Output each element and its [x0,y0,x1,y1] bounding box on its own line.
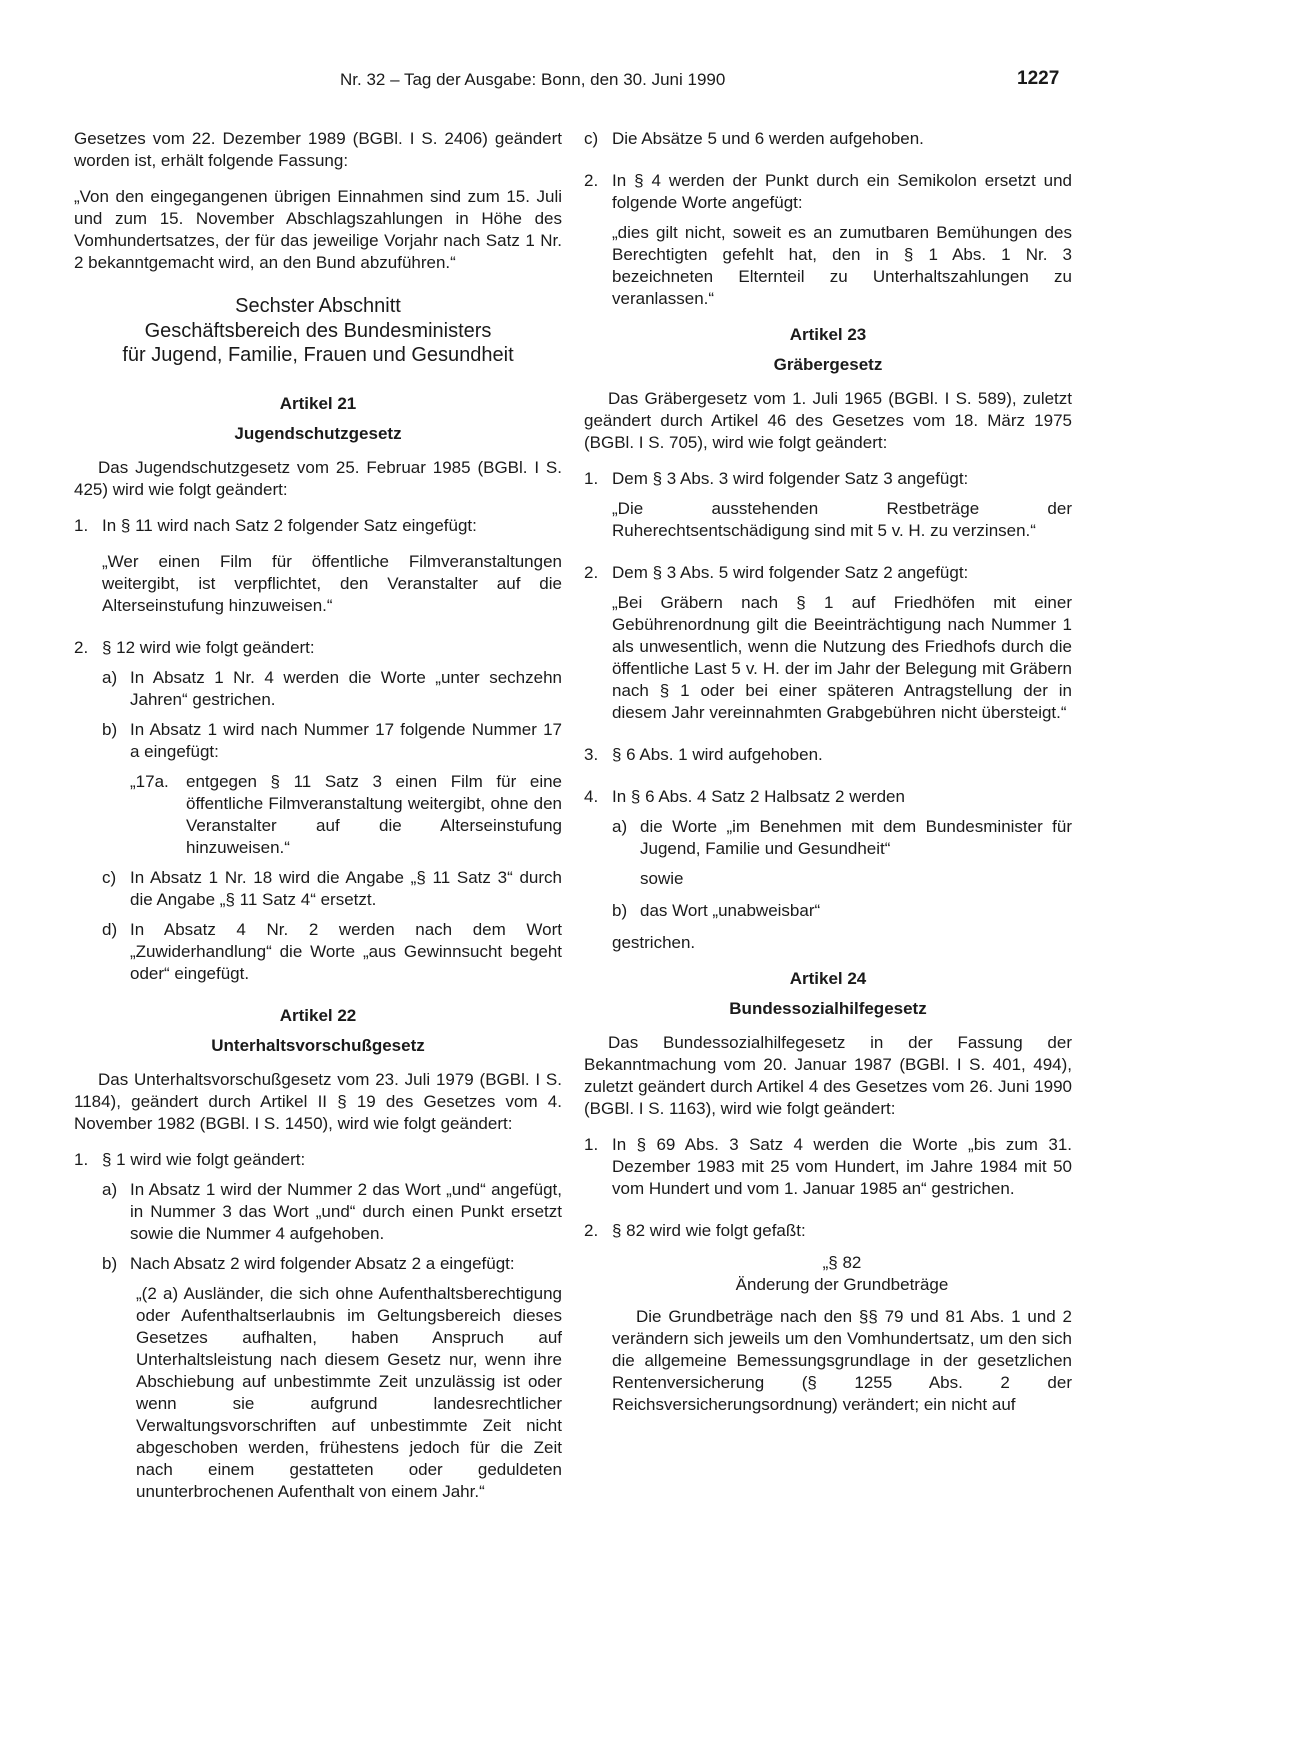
item-number: 2. [74,638,89,657]
item-text: In § 4 werden der Punkt durch ein Semikolon ersetzt und folgende Worte angefügt: [612,171,1072,212]
item-letter: a) [612,817,628,836]
item-text: In § 69 Abs. 3 Satz 4 werden die Worte „bis zum 31. Dezember 1983 mit 25 vom Hundert, im Jahre 1984 mit 50 vom Hundert und vom 1. Januar 1985 an“ gestrichen. [612,1135,1072,1198]
item-text: In Absatz 1 Nr. 4 werden die Worte „unter sechzehn Jahren“ gestrichen. [130,668,562,709]
item-number: 1. [584,469,599,488]
item-letter: a) [102,1180,118,1199]
paragraph-number: „§ 82 [822,1253,862,1272]
item-text: entgegen § 11 Satz 3 einen Film für eine öffentliche Filmveranstaltung weitergibt, ohne den Veranstalter auf die Alterseinstufung hinzuweisen.“ [186,772,562,857]
list-item [74,637,562,659]
item-text: Dem § 3 Abs. 5 wird folgender Satz 2 angefügt: [612,563,969,582]
item-letter: c) [584,129,599,148]
list-item [584,562,1072,584]
sub-item [584,128,1072,150]
item-text: In Absatz 1 wird der Nummer 2 das Wort „und“ angefügt, in Nummer 3 das Wort „und“ durch einen Punkt ersetzt sowie die Nummer 4 aufgehoben. [130,1180,562,1243]
item-number: 2. [584,1221,599,1240]
item-text: § 1 wird wie folgt geändert: [102,1150,306,1169]
section-subtitle-line: für Jugend, Familie, Frauen und Gesundheit [122,344,514,366]
item-number: 3. [584,745,599,764]
sub-item [584,816,1072,860]
section-subtitle [74,319,562,367]
item-letter: b) [612,901,628,920]
law-title: Gräbergesetz [773,355,883,374]
item-number: 1. [74,516,89,535]
item-number: 1. [74,1150,89,1169]
article-intro: Das Gräbergesetz vom 1. Juli 1965 (BGBl. I S. 589), zuletzt geändert durch Artikel 46 des Gesetzes vom 18. März 1975 (BGBl. I S. 705), wird wie folgt geändert: [584,389,1072,452]
item-letter: c) [102,868,117,887]
list-item [584,786,1072,808]
sub-item [74,1179,562,1245]
quote-paragraph: „dies gilt nicht, soweit es an zumutbaren Bemühungen des Berechtigten gefehlt hat, den in § 1 Abs. 1 Nr. 3 bezeichneten Elternteil zu Unterhaltszahlungen zu veranlassen.“ [612,223,1072,308]
item-letter: b) [102,720,118,739]
item-number: 1. [584,1135,599,1154]
item-letter: b) [102,1254,118,1273]
item-text: § 12 wird wie folgt geändert: [102,638,315,657]
page-number: 1227 [1017,68,1060,89]
item-text: Dem § 3 Abs. 3 wird folgender Satz 3 angefügt: [612,469,969,488]
quote-paragraph: „Bei Gräbern nach § 1 auf Friedhöfen mit einer Gebührenordnung gilt die Beeinträchtigung nach Nummer 1 als unwesentlich, wenn die Nutzung des Friedhofs durch die öffentliche Last 5 v. H. der im Jahr der Belegung mit Gräbern nach § 1 oder bei einer späteren Antragstellung der in diesem Jahr vereinnahmten Grabgebühren nicht übersteigt.“ [612,593,1072,722]
item-letter: a) [102,668,118,687]
item-text: § 82 wird wie folgt gefaßt: [612,1221,806,1240]
item-text: In § 11 wird nach Satz 2 folgender Satz eingefügt: [102,516,477,535]
item-text: In Absatz 1 wird nach Nummer 17 folgende Nummer 17 a eingefügt: [130,720,562,761]
left-column [74,128,562,1503]
article-intro: Das Unterhaltsvorschußgesetz vom 23. Juli 1979 (BGBl. I S. 1184), geändert durch Artikel II § 19 des Gesetzes vom 4. November 1982 (BGBl. I S. 1450), wird wie folgt geändert: [74,1070,562,1133]
list-item [584,170,1072,214]
sub-item [74,667,562,711]
article-heading: Artikel 21 [279,394,357,413]
item-number: 2. [584,171,599,190]
law-title: Jugendschutzgesetz [234,424,402,443]
item-letter: d) [102,920,118,939]
paragraph-title: Änderung der Grundbeträge [735,1275,949,1294]
quote-paragraph: „Wer einen Film für öffentliche Filmveranstaltungen weitergibt, ist verpflichtet, den Veranstalter auf die Alterseinstufung hinzuweisen.“ [102,552,562,615]
law-title: Bundessozialhilfegesetz [729,999,927,1018]
sub-item [74,1253,562,1275]
section-title: Sechster Abschnitt [235,295,401,317]
article-intro: Das Jugendschutzgesetz vom 25. Februar 1985 (BGBl. I S. 425) wird wie folgt geändert: [74,458,562,499]
quote-paragraph: „Die ausstehenden Restbeträge der Ruherechtsentschädigung sind mit 5 v. H. zu verzinsen.“ [612,499,1072,540]
quote-paragraph: „(2 a) Ausländer, die sich ohne Aufenthaltsberechtigung oder Aufenthaltserlaubnis im Geltungsbereich dieses Gesetzes aufhalten, haben Anspruch auf Unterhaltsleistung nach diesem Gesetz nur, wenn ihre Abschiebung auf unbestimmte Zeit unzulässig ist oder wenn sie aufgrund landesrechtlicher Verwaltungsvorschriften auf unbestimmte Zeit nicht abgeschoben werden, frühestens jedoch für die Zeit nach einem gestatteten oder geduldeten ununterbrochenen Aufenthalt von einem Jahr.“ [136,1284,562,1501]
article-intro: Das Bundessozialhilfegesetz in der Fassung der Bekanntmachung vom 20. Januar 1987 (BGBl. I S. 401, 494), zuletzt geändert durch Artikel 4 des Gesetzes vom 26. Juni 1990 (BGBl. I S. 1163), wird wie folgt geändert: [584,1033,1072,1118]
right-column [584,128,1072,1416]
item-number: 4. [584,787,599,806]
list-item [584,744,1072,766]
paragraph-text: Die Grundbeträge nach den §§ 79 und 81 Abs. 1 und 2 verändern sich jeweils um den Vomhundertsatz, um den sich die allgemeine Bemessungsgrundlage in der gesetzlichen Rentenversicherung (§ 1255 Abs. 2 der Reichsversicherungsordnung) verändert; ein nicht auf [612,1307,1072,1414]
item-text: In Absatz 4 Nr. 2 werden nach dem Wort „Zuwiderhandlung“ die Worte „aus Gewinnsucht begeht oder“ eingefügt. [130,920,562,983]
item-text: In Absatz 1 Nr. 18 wird die Angabe „§ 11 Satz 3“ durch die Angabe „§ 11 Satz 4“ ersetzt. [130,868,562,909]
law-title: Unterhaltsvorschußgesetz [211,1036,425,1055]
item-text: In § 6 Abs. 4 Satz 2 Halbsatz 2 werden [612,787,905,806]
page-header [0,70,1296,100]
item-text: Die Absätze 5 und 6 werden aufgehoben. [612,129,924,148]
sub-item [74,919,562,985]
item-number: „17a. [130,772,169,791]
running-head: Nr. 32 – Tag der Ausgabe: Bonn, den 30. Juni 1990 [340,70,726,89]
item-text: die Worte „im Benehmen mit dem Bundesminister für Jugend, Familie und Gesundheit“ [640,817,1072,858]
item-number: 2. [584,563,599,582]
list-item [584,1134,1072,1200]
section-subtitle-line: Geschäftsbereich des Bundesministers [144,320,492,342]
closing-text: gestrichen. [612,933,696,952]
connector-text: sowie [640,869,684,888]
sub-item [74,867,562,911]
paragraph: Gesetzes vom 22. Dezember 1989 (BGBl. I S. 2406) geändert worden ist, erhält folgende Fassung: [74,129,562,170]
list-item [584,468,1072,490]
list-item [74,515,562,537]
list-item [74,1149,562,1171]
article-heading: Artikel 23 [789,325,867,344]
sub-item [584,900,1072,922]
item-text: § 6 Abs. 1 wird aufgehoben. [612,745,823,764]
quote-paragraph: „Von den eingegangenen übrigen Einnahmen sind zum 15. Juli und zum 15. November Abschlagszahlungen in Höhe des Vomhundertsatzes, der für das jeweilige Vorjahr nach Satz 1 Nr. 2 bekanntgemacht wird, an den Bund abzuführen.“ [74,187,562,272]
item-text: Nach Absatz 2 wird folgender Absatz 2 a eingefügt: [130,1254,515,1273]
sub-item [74,719,562,763]
inserted-number [74,771,562,859]
article-heading: Artikel 22 [279,1006,357,1025]
article-heading: Artikel 24 [789,969,867,988]
list-item [584,1220,1072,1242]
item-text: das Wort „unabweisbar“ [640,901,821,920]
